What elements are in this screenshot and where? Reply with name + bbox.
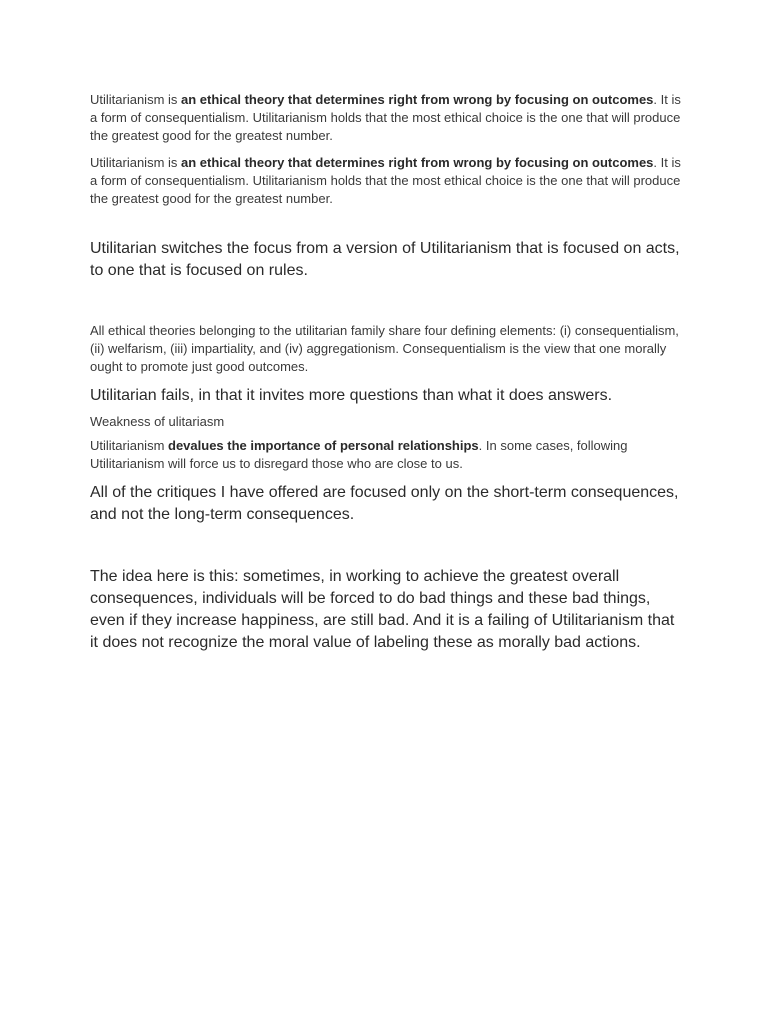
paragraph-bold-text: devalues the importance of personal relationships [168, 438, 479, 453]
paragraph-relationships [90, 437, 682, 473]
document-page [90, 91, 682, 654]
paragraph-lead-text: Utilitarianism [90, 438, 169, 453]
paragraph-bold-text: an ethical theory that determines right from wrong by focusing on outcomes [181, 92, 654, 107]
paragraph-critiques: All of the critiques I have offered are focused only on the short-term consequences, and not the long-term consequences. [90, 484, 679, 523]
paragraph-definition [90, 91, 682, 145]
paragraph-bold-text: an ethical theory that determines right from wrong by focusing on outcomes [181, 155, 654, 170]
paragraph-fails: Utilitarian fails, in that it invites more questions than what it does answers. [90, 387, 613, 404]
paragraph-lead-text: Utilitarianism is [90, 92, 182, 107]
paragraph-weakness-heading: Weakness of ulitariasm [90, 414, 225, 429]
paragraph-rest-text: . It is a form of consequentialism. Utilitarianism holds that the most ethical choice is the one that will produce the greatest good for the greatest number. [90, 155, 681, 206]
paragraph-idea: The idea here is this: sometimes, in working to achieve the greatest overall consequences, individuals will be forced to do bad things and these bad things, even if they increase happiness, are still bad. And it is a failing of Utilitarianism that it does not recognize the moral value of labeling these as morally bad actions. [90, 568, 675, 651]
paragraph-rest-text: . It is a form of consequentialism. Utilitarianism holds that the most ethical choice is the one that will produce the greatest good for the greatest number. [90, 92, 681, 143]
paragraph-lead-text: Utilitarianism is [90, 155, 182, 170]
paragraph-rule-switch: Utilitarian switches the focus from a version of Utilitarianism that is focused on acts, to one that is focused on rules. [90, 240, 680, 279]
paragraph-rest-text: . In some cases, following Utilitarianism will force us to disregard those who are close to us. [90, 438, 628, 471]
paragraph-definition-repeat [90, 154, 682, 208]
paragraph-four-elements: All ethical theories belonging to the utilitarian family share four defining elements: (i) consequentialism, (ii) welfarism, (iii) impartiality, and (iv) aggregationism. Consequentialism is the view that one morally ought to promote just good outcomes. [90, 323, 679, 374]
